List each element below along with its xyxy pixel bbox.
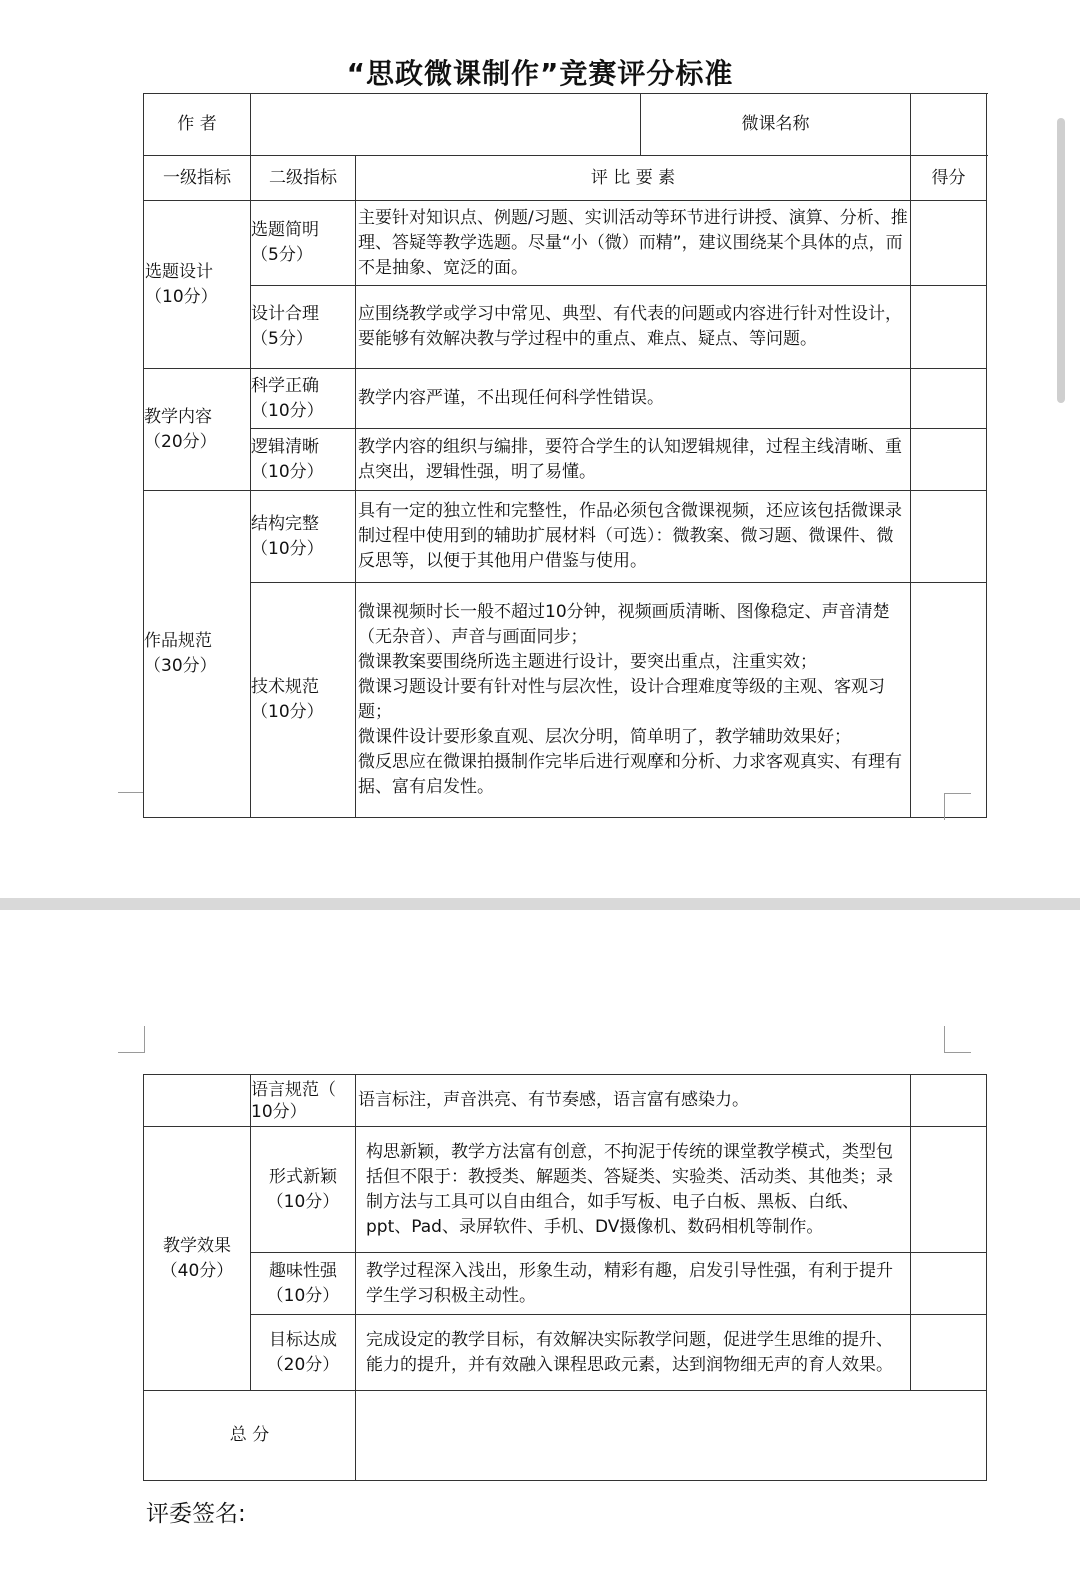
score-cell[interactable] bbox=[911, 583, 987, 818]
level2-sub: 结构完整 （10分） bbox=[251, 491, 356, 583]
criteria-desc: 具有一定的独立性和完整性，作品必须包含微课视频，还应该包括微课录制过程中使用到的辅助扩展材料（可选）：微教案、微习题、微课件、微反思等，以便于其他用户借鉴与使用。 bbox=[356, 491, 911, 583]
score-cell[interactable] bbox=[911, 201, 987, 286]
level2-sub: 目标达成 （20分） bbox=[251, 1315, 356, 1391]
judge-signature-label: 评委签名: bbox=[146, 1501, 246, 1527]
criteria-desc: 完成设定的教学目标，有效解决实际教学问题，促进学生思维的提升、能力的提升，并有效融入课程思政元素，达到润物细无声的育人效果。 bbox=[356, 1315, 911, 1391]
level2-sub: 逻辑清晰 （10分） bbox=[251, 429, 356, 491]
criteria-desc: 应围绕教学或学习中常见、典型、有代表的问题或内容进行针对性设计，要能够有效解决教与学过程中的重点、难点、疑点、等问题。 bbox=[356, 286, 911, 369]
score-cell[interactable] bbox=[911, 1315, 987, 1391]
course-name-field[interactable] bbox=[911, 94, 987, 156]
score-cell[interactable] bbox=[911, 369, 987, 429]
level1-work-standard-cont bbox=[144, 1075, 251, 1127]
score-cell[interactable] bbox=[911, 1075, 987, 1127]
col-header-level2: 二级指标 bbox=[251, 156, 356, 201]
col-header-score: 得分 bbox=[911, 156, 987, 201]
score-cell[interactable] bbox=[911, 491, 987, 583]
level2-sub: 设计合理 （5分） bbox=[251, 286, 356, 369]
level1-topic-design: 选题设计 （10分） bbox=[144, 201, 251, 369]
criteria-desc: 构思新颖，教学方法富有创意，不拘泥于传统的课堂教学模式，类型包括但不限于：教授类、解题类、答疑类、实验类、活动类、其他类；录制方法与工具可以自由组合，如手写板、电子白板、黑板、白纸、ppt、Pad、录屏软件、手机、DV摄像机、数码相机等制作。 bbox=[356, 1127, 911, 1253]
score-cell[interactable] bbox=[911, 1253, 987, 1315]
page-corner-mark bbox=[944, 793, 971, 820]
page-separator bbox=[0, 898, 1080, 910]
criteria-table-page1 bbox=[143, 155, 987, 818]
level2-sub: 形式新颖 （10分） bbox=[251, 1127, 356, 1253]
col-header-criteria: 评 比 要 素 bbox=[356, 156, 911, 201]
scoring-table-page1 bbox=[143, 93, 987, 156]
score-cell[interactable] bbox=[911, 286, 987, 369]
level1-teaching-content: 教学内容 （20分） bbox=[144, 369, 251, 491]
score-cell[interactable] bbox=[911, 429, 987, 491]
criteria-desc: 教学内容的组织与编排，要符合学生的认知逻辑规律，过程主线清晰、重点突出，逻辑性强，明了易懂。 bbox=[356, 429, 911, 491]
level2-sub: 趣味性强 （10分） bbox=[251, 1253, 356, 1315]
level2-sub: 技术规范 （10分） bbox=[251, 583, 356, 818]
criteria-desc: 微课视频时长一般不超过10分钟，视频画质清晰、图像稳定、声音清楚（无杂音）、声音与画面同步； 微课教案要围绕所选主题进行设计，要突出重点，注重实效； 微课习题设计要有针对性与层次性，设计合理难度等级的主观、客观习题； 微课件设计要形象直观、层次分明，简单明了，教学辅助效果好； 微反思应在微课拍摄制作完毕后进行观摩和分析、力求客观真实、有理有据、富有启发性。 bbox=[356, 583, 911, 818]
author-label: 作 者 bbox=[144, 94, 251, 156]
col-header-level1: 一级指标 bbox=[144, 156, 251, 201]
scrollbar[interactable] bbox=[1057, 118, 1065, 403]
criteria-desc: 教学内容严谨，不出现任何科学性错误。 bbox=[356, 369, 911, 429]
total-score-field[interactable] bbox=[356, 1391, 987, 1481]
author-field[interactable] bbox=[251, 94, 641, 156]
level2-sub: 科学正确 （10分） bbox=[251, 369, 356, 429]
level2-sub: 语言规范（ 10分） bbox=[251, 1075, 356, 1127]
criteria-desc: 教学过程深入浅出，形象生动，精彩有趣，启发引导性强，有利于提升学生学习积极主动性。 bbox=[356, 1253, 911, 1315]
page-corner-mark bbox=[944, 1026, 971, 1053]
page-title: “思政微课制作”竞赛评分标准 bbox=[346, 57, 734, 90]
page-corner-mark bbox=[118, 792, 143, 794]
level1-teaching-effect: 教学效果 （40分） bbox=[144, 1127, 251, 1391]
page-corner-mark bbox=[118, 1026, 145, 1053]
total-label: 总 分 bbox=[144, 1391, 356, 1481]
level1-work-standard: 作品规范 （30分） bbox=[144, 491, 251, 818]
course-name-label: 微课名称 bbox=[641, 94, 911, 156]
criteria-desc: 主要针对知识点、例题/习题、实训活动等环节进行讲授、演算、分析、推理、答疑等教学选题。尽量“小（微）而精”，建议围绕某个具体的点，而不是抽象、宽泛的面。 bbox=[356, 201, 911, 286]
score-cell[interactable] bbox=[911, 1127, 987, 1253]
criteria-desc: 语言标注，声音洪亮、有节奏感，语言富有感染力。 bbox=[356, 1075, 911, 1127]
level2-sub: 选题简明 （5分） bbox=[251, 201, 356, 286]
criteria-table-page2 bbox=[143, 1074, 987, 1481]
